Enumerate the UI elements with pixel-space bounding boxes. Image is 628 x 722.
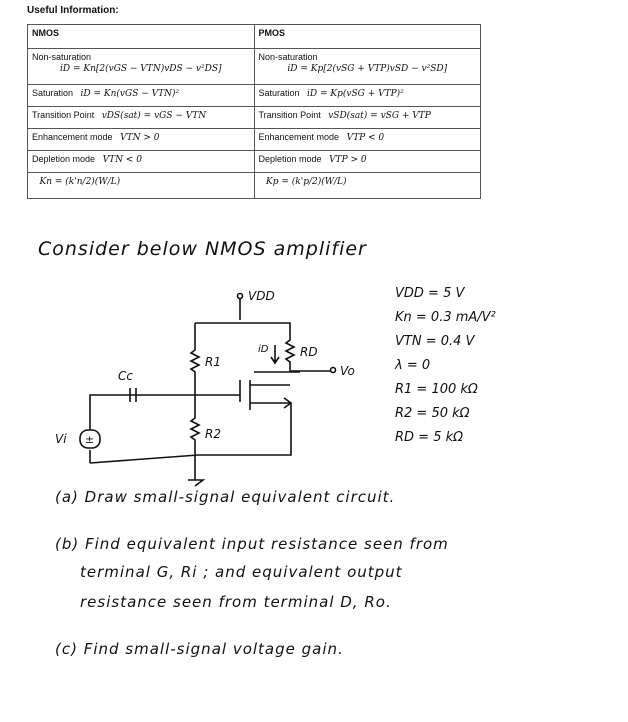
row-label: Depletion mode bbox=[32, 154, 96, 164]
row-label: Non-saturation bbox=[32, 52, 92, 62]
param: λ = 0 bbox=[395, 358, 431, 373]
param: VTN = 0.4 V bbox=[395, 334, 475, 349]
param: RD = 5 kΩ bbox=[395, 430, 464, 445]
vdd-label: VDD bbox=[248, 289, 275, 303]
row-label: Depletion mode bbox=[258, 154, 322, 164]
question-line: (b) Find equivalent input resistance seen from bbox=[55, 535, 449, 553]
param: Kn = 0.3 mA/V² bbox=[395, 310, 496, 325]
question-line: resistance seen from terminal D, Ro. bbox=[80, 593, 392, 611]
param: R2 = 50 kΩ bbox=[395, 406, 470, 421]
question-line: (c) Find small-signal voltage gain. bbox=[55, 640, 344, 658]
id-label: iD bbox=[258, 344, 269, 355]
equation: iD = Kp(vSG + VTP)² bbox=[307, 89, 404, 99]
equation: Kn = (k'n/2)(W/L) bbox=[39, 177, 121, 187]
vo-label: Vo bbox=[340, 364, 355, 378]
problem-heading: Consider below NMOS amplifier bbox=[38, 238, 367, 260]
equation: VTN > 0 bbox=[120, 133, 160, 143]
row-label: Transition Point bbox=[258, 110, 321, 120]
vi-label: Vi bbox=[55, 432, 67, 446]
row-label: Non-saturation bbox=[258, 52, 318, 62]
equation: vSD(sat) = vSG + VTP bbox=[328, 111, 431, 121]
section-title: Useful Information: bbox=[27, 5, 119, 16]
equation: iD = Kn[2(vGS − VTN)vDS − v²DS] bbox=[59, 64, 222, 74]
header-pmos: PMOS bbox=[254, 25, 481, 49]
row-label: Saturation bbox=[258, 88, 300, 98]
source-symbol: ± bbox=[85, 433, 95, 446]
equation: vDS(sat) = vGS − VTN bbox=[101, 111, 207, 121]
equation: iD = Kn(vGS − VTN)² bbox=[80, 89, 180, 99]
r2-label: R2 bbox=[205, 427, 221, 441]
equation: Kp = (k'p/2)(W/L) bbox=[266, 177, 347, 187]
r1-label: R1 bbox=[205, 355, 221, 369]
row-label: Saturation bbox=[32, 88, 74, 98]
param: R1 = 100 kΩ bbox=[395, 382, 478, 397]
equation: iD = Kp[2(vSG + VTP)vSD − v²SD] bbox=[287, 64, 448, 74]
equation: VTN < 0 bbox=[102, 155, 142, 165]
row-label: Transition Point bbox=[32, 110, 95, 120]
rd-label: RD bbox=[300, 345, 318, 359]
header-nmos: NMOS bbox=[28, 25, 255, 49]
row-label: Enhancement mode bbox=[32, 132, 113, 142]
equation: VTP < 0 bbox=[346, 133, 385, 143]
question-line: terminal G, Ri ; and equivalent output bbox=[80, 563, 403, 581]
cc-label: Cc bbox=[118, 369, 133, 383]
equation: VTP > 0 bbox=[329, 155, 367, 165]
row-label: Enhancement mode bbox=[258, 132, 340, 142]
question-line: (a) Draw small-signal equivalent circuit. bbox=[55, 488, 396, 506]
param: VDD = 5 V bbox=[395, 286, 465, 301]
